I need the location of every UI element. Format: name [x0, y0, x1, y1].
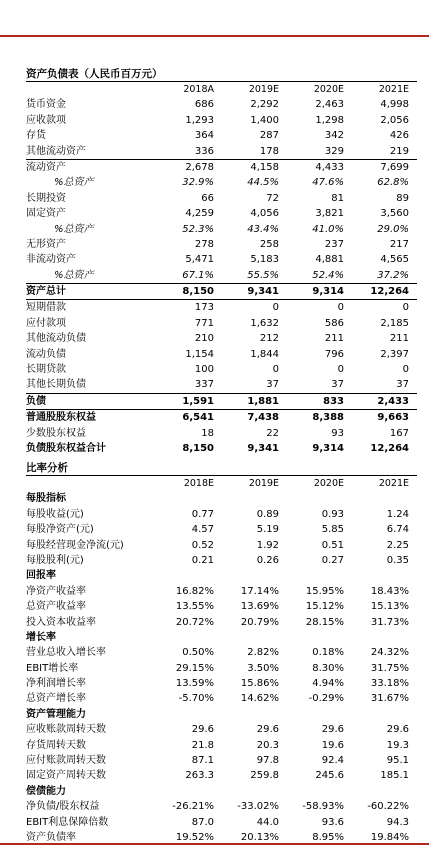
table-row [26, 507, 417, 522]
table-row [26, 722, 417, 737]
cell-value: 13.59% [175, 678, 214, 690]
row-label: 长期贷款 [26, 364, 66, 376]
cell-value: 0 [337, 302, 344, 314]
row-label: 存货周转天数 [26, 739, 86, 751]
table-row [26, 175, 417, 190]
cell-value: 329 [324, 145, 344, 157]
row-label: 偿债能力 [26, 785, 66, 797]
row-label: 每股净资产(元) [26, 524, 94, 536]
cell-value: 15.12% [305, 601, 344, 613]
cell-value: 0 [402, 302, 409, 314]
cell-value: 13.55% [175, 601, 214, 613]
cell-value: 0.27 [321, 554, 344, 566]
table-row [26, 815, 417, 830]
row-label: 资产管理能力 [26, 708, 86, 720]
cell-value: 0.35 [386, 554, 409, 566]
cell-value: 586 [324, 317, 344, 329]
cell-value: 29.6 [321, 724, 344, 736]
cell-value: 9,341 [247, 286, 279, 298]
col-header: 2020E [313, 478, 344, 489]
cell-value: 2,433 [377, 395, 409, 407]
table-row [26, 237, 417, 252]
table-row [26, 584, 417, 599]
cell-value: 337 [194, 379, 214, 391]
cell-value: 20.3 [256, 739, 279, 751]
cell-value: 14.62% [240, 693, 279, 705]
header-row [26, 476, 417, 491]
row-label: 固定资产周转天数 [26, 770, 106, 782]
cell-value: 4,565 [380, 254, 409, 266]
cell-value: 796 [324, 348, 344, 360]
cell-value: 210 [194, 333, 214, 345]
cell-value: 833 [323, 395, 344, 407]
row-label: %总资产 [54, 223, 94, 235]
cell-value: 0 [402, 364, 409, 376]
cell-value: 9,341 [247, 442, 279, 454]
cell-value: 44.0 [256, 816, 279, 828]
cell-value: 0 [272, 302, 279, 314]
cell-value: 5.19 [256, 524, 279, 536]
cell-value: 52.4% [312, 269, 344, 281]
cell-value: 259.8 [250, 770, 279, 782]
cell-value: 93 [331, 427, 344, 439]
cell-value: -26.21% [172, 801, 214, 813]
cell-value: 89 [396, 192, 409, 204]
cell-value: 1,298 [315, 114, 344, 126]
cell-value: 29.6 [386, 724, 409, 736]
row-label: 普通股股东权益 [26, 412, 96, 424]
balance-sheet-title: 资产负债表（人民币百万元） [26, 68, 163, 80]
cell-value: 66 [201, 192, 214, 204]
table-row [26, 615, 417, 630]
row-label: 其他流动负债 [26, 333, 86, 345]
cell-value: 19.6 [321, 739, 344, 751]
row-label: 长期投资 [26, 192, 66, 204]
cell-value: 19.3 [386, 739, 409, 751]
table-row [26, 753, 417, 768]
table-row [26, 441, 417, 456]
table-row [26, 538, 417, 553]
row-label: 固定资产 [26, 208, 66, 220]
cell-value: 4,259 [185, 208, 214, 220]
table-row [26, 768, 417, 783]
cell-value: 2,678 [185, 161, 214, 173]
row-label: 无形资产 [26, 238, 66, 250]
cell-value: 12,264 [370, 286, 409, 298]
cell-value: 13.69% [240, 601, 279, 613]
row-label: 营业总收入增长率 [26, 647, 106, 659]
cell-value: 31.75% [370, 662, 409, 674]
cell-value: 2,056 [380, 114, 409, 126]
row-label: %总资产 [54, 269, 94, 281]
cell-value: 0.21 [191, 554, 214, 566]
row-label: 净资产收益率 [26, 585, 86, 597]
cell-value: 2,397 [380, 348, 409, 360]
cell-value: 81 [331, 192, 344, 204]
table-row [26, 410, 417, 425]
row-label: 净负债/股东权益 [26, 801, 100, 813]
cell-value: 1,881 [247, 395, 279, 407]
row-label: EBIT利息保障倍数 [26, 816, 109, 828]
row-label: 每股收益(元) [26, 508, 84, 520]
cell-value: 29.0% [377, 223, 409, 235]
cell-value: 258 [259, 238, 279, 250]
cell-value: 1,154 [185, 348, 214, 360]
table-row [26, 331, 417, 346]
cell-value: 8,150 [182, 286, 214, 298]
table-row [26, 252, 417, 267]
table-row [26, 222, 417, 237]
bottom-divider [0, 843, 429, 845]
cell-value: 52.3% [182, 223, 214, 235]
cell-value: 4,056 [250, 208, 279, 220]
table-row [26, 160, 417, 175]
row-label: EBIT增长率 [26, 662, 79, 674]
cell-value: 1,591 [182, 395, 214, 407]
cell-value: 21.8 [191, 739, 214, 751]
cell-value: 15.95% [305, 585, 344, 597]
col-header: 2021E [378, 478, 409, 489]
cell-value: 37 [331, 379, 344, 391]
cell-value: 67.1% [182, 269, 214, 281]
row-label: 短期借款 [26, 302, 66, 314]
cell-value: 1.92 [256, 539, 279, 551]
cell-value: 5.85 [321, 524, 344, 536]
row-label: 资产总计 [26, 286, 66, 298]
cell-value: 0.52 [191, 539, 214, 551]
cell-value: 211 [389, 333, 409, 345]
cell-value: 4,881 [315, 254, 344, 266]
row-label: 应付款项 [26, 317, 66, 329]
table-row [26, 707, 417, 722]
cell-value: 8,388 [312, 412, 344, 424]
cell-value: 55.5% [247, 269, 279, 281]
cell-value: 5,471 [185, 254, 214, 266]
cell-value: 31.73% [370, 616, 409, 628]
row-label: 其他长期负债 [26, 379, 86, 391]
cell-value: 2,185 [380, 317, 409, 329]
table-row [26, 128, 417, 143]
row-label: 负债股东权益合计 [26, 442, 106, 454]
cell-value: 9,663 [377, 412, 409, 424]
cell-value: 0.51 [321, 539, 344, 551]
cell-value: 4,433 [315, 161, 344, 173]
cell-value: 87.1 [191, 755, 214, 767]
cell-value: 2.82% [247, 647, 279, 659]
cell-value: 5,183 [250, 254, 279, 266]
cell-value: 287 [259, 130, 279, 142]
cell-value: 4,998 [380, 99, 409, 111]
cell-value: 1,293 [185, 114, 214, 126]
cell-value: 178 [259, 145, 279, 157]
cell-value: 4,158 [250, 161, 279, 173]
cell-value: 29.6 [256, 724, 279, 736]
cell-value: 217 [389, 238, 409, 250]
table-row [26, 191, 417, 206]
table-row [26, 522, 417, 537]
col-header: 2021E [378, 84, 409, 95]
table-row [26, 144, 417, 160]
table-row [26, 97, 417, 112]
cell-value: 33.18% [370, 678, 409, 690]
table-row [26, 362, 417, 377]
row-label: 每股股利(元) [26, 554, 84, 566]
cell-value: 62.8% [377, 177, 409, 189]
cell-value: 245.6 [315, 770, 344, 782]
table-row [26, 645, 417, 660]
cell-value: 771 [194, 317, 214, 329]
table-row [26, 630, 417, 645]
cell-value: 2.25 [386, 539, 409, 551]
cell-value: 29.15% [175, 662, 214, 674]
cell-value: 24.32% [370, 647, 409, 659]
cell-value: 22 [266, 427, 279, 439]
cell-value: 0.77 [191, 508, 214, 520]
cell-value: 364 [194, 130, 214, 142]
row-label: 每股经营现金净流(元) [26, 539, 124, 551]
col-header: 2018E [183, 478, 214, 489]
cell-value: 9,314 [312, 286, 344, 298]
top-divider [0, 35, 429, 37]
table-row [26, 284, 417, 300]
cell-value: 2,292 [250, 99, 279, 111]
row-label: 应付账款周转天数 [26, 755, 106, 767]
row-label: 应收款项 [26, 114, 66, 126]
table-row [26, 661, 417, 676]
cell-value: 19.84% [370, 831, 409, 843]
row-label: 总资产增长率 [26, 693, 86, 705]
cell-value: 2,463 [315, 99, 344, 111]
cell-value: 7,438 [247, 412, 279, 424]
table-row [26, 316, 417, 331]
col-header: 2020E [313, 84, 344, 95]
cell-value: 15.86% [240, 678, 279, 690]
row-label: 货币资金 [26, 99, 66, 111]
cell-value: 0 [337, 364, 344, 376]
cell-value: 1,844 [250, 348, 279, 360]
cell-value: 4.57 [191, 524, 214, 536]
row-label: 资产负债率 [26, 831, 76, 843]
cell-value: 44.5% [247, 177, 279, 189]
cell-value: 100 [194, 364, 214, 376]
cell-value: 211 [324, 333, 344, 345]
cell-value: 6,541 [182, 412, 214, 424]
cell-value: 0 [272, 364, 279, 376]
row-label: 每股指标 [26, 493, 66, 505]
table-row [26, 599, 417, 614]
row-label: 存货 [26, 130, 46, 142]
cell-value: 37.2% [377, 269, 409, 281]
cell-value: 0.26 [256, 554, 279, 566]
cell-value: 12,264 [370, 442, 409, 454]
cell-value: -60.22% [367, 801, 409, 813]
cell-value: 686 [194, 99, 214, 111]
cell-value: 185.1 [380, 770, 409, 782]
cell-value: -33.02% [237, 801, 279, 813]
row-label: 负债 [26, 395, 46, 407]
cell-value: 16.82% [175, 585, 214, 597]
cell-value: 20.72% [175, 616, 214, 628]
row-label: 其他流动资产 [26, 145, 86, 157]
cell-value: -5.70% [178, 693, 214, 705]
cell-value: 29.6 [191, 724, 214, 736]
table-row [26, 300, 417, 315]
cell-value: 3,560 [380, 208, 409, 220]
row-label: 回报率 [26, 570, 56, 582]
cell-value: 43.4% [247, 223, 279, 235]
ratio-analysis-title: 比率分析 [26, 462, 68, 474]
table-row [26, 491, 417, 506]
cell-value: 9,314 [312, 442, 344, 454]
cell-value: 8,150 [182, 442, 214, 454]
cell-value: 426 [389, 130, 409, 142]
cell-value: 336 [194, 145, 214, 157]
cell-value: 19.52% [175, 831, 214, 843]
cell-value: 95.1 [386, 755, 409, 767]
cell-value: 0.89 [256, 508, 279, 520]
cell-value: 32.9% [182, 177, 214, 189]
cell-value: 18 [201, 427, 214, 439]
table-row [26, 113, 417, 128]
table-row [26, 426, 417, 441]
cell-value: 0.18% [312, 647, 344, 659]
cell-value: 20.13% [240, 831, 279, 843]
header-row [26, 82, 417, 97]
cell-value: 7,699 [380, 161, 409, 173]
cell-value: 1,632 [250, 317, 279, 329]
cell-value: 37 [396, 379, 409, 391]
cell-value: -58.93% [302, 801, 344, 813]
cell-value: 4.94% [312, 678, 344, 690]
cell-value: 219 [389, 145, 409, 157]
cell-value: 31.67% [370, 693, 409, 705]
row-label: 非流动资产 [26, 254, 76, 266]
table-row [26, 377, 417, 393]
col-header: 2019E [248, 84, 279, 95]
cell-value: -0.29% [308, 693, 344, 705]
cell-value: 72 [266, 192, 279, 204]
row-label: 少数股东权益 [26, 427, 86, 439]
cell-value: 92.4 [321, 755, 344, 767]
table-row [26, 738, 417, 753]
cell-value: 6.74 [386, 524, 409, 536]
row-label: 增长率 [26, 631, 56, 643]
cell-value: 8.95% [312, 831, 344, 843]
row-label: 应收账款周转天数 [26, 724, 106, 736]
row-label: 投入资本收益率 [26, 616, 96, 628]
row-label: 净利润增长率 [26, 678, 86, 690]
cell-value: 167 [389, 427, 409, 439]
table-row [26, 568, 417, 583]
cell-value: 28.15% [305, 616, 344, 628]
balance-sheet-table [26, 67, 417, 456]
cell-value: 173 [194, 302, 214, 314]
cell-value: 263.3 [185, 770, 214, 782]
cell-value: 278 [194, 238, 214, 250]
cell-value: 37 [266, 379, 279, 391]
table-row [26, 676, 417, 691]
col-header: 2019E [248, 478, 279, 489]
cell-value: 3,821 [315, 208, 344, 220]
cell-value: 17.14% [240, 585, 279, 597]
table-row [26, 691, 417, 706]
cell-value: 8.30% [312, 662, 344, 674]
col-header: 2018A [183, 84, 214, 95]
ratio-analysis-table [26, 461, 417, 845]
table-row [26, 553, 417, 568]
cell-value: 87.0 [191, 816, 214, 828]
table-row [26, 347, 417, 362]
cell-value: 212 [259, 333, 279, 345]
table-row [26, 799, 417, 814]
cell-value: 41.0% [312, 223, 344, 235]
cell-value: 237 [324, 238, 344, 250]
cell-value: 93.6 [321, 816, 344, 828]
row-label: 流动资产 [26, 161, 66, 173]
cell-value: 1.24 [386, 508, 409, 520]
cell-value: 94.3 [386, 816, 409, 828]
cell-value: 97.8 [256, 755, 279, 767]
row-label: 总资产收益率 [26, 601, 86, 613]
cell-value: 18.43% [370, 585, 409, 597]
table-row [26, 206, 417, 221]
cell-value: 0.93 [321, 508, 344, 520]
cell-value: 1,400 [250, 114, 279, 126]
cell-value: 20.79% [240, 616, 279, 628]
table-row [26, 394, 417, 410]
cell-value: 47.6% [312, 177, 344, 189]
table-row [26, 784, 417, 799]
row-label: 流动负债 [26, 348, 66, 360]
row-label: %总资产 [54, 177, 94, 189]
table-row [26, 268, 417, 284]
cell-value: 0.50% [182, 647, 214, 659]
cell-value: 15.13% [370, 601, 409, 613]
cell-value: 3.50% [247, 662, 279, 674]
cell-value: 342 [324, 130, 344, 142]
